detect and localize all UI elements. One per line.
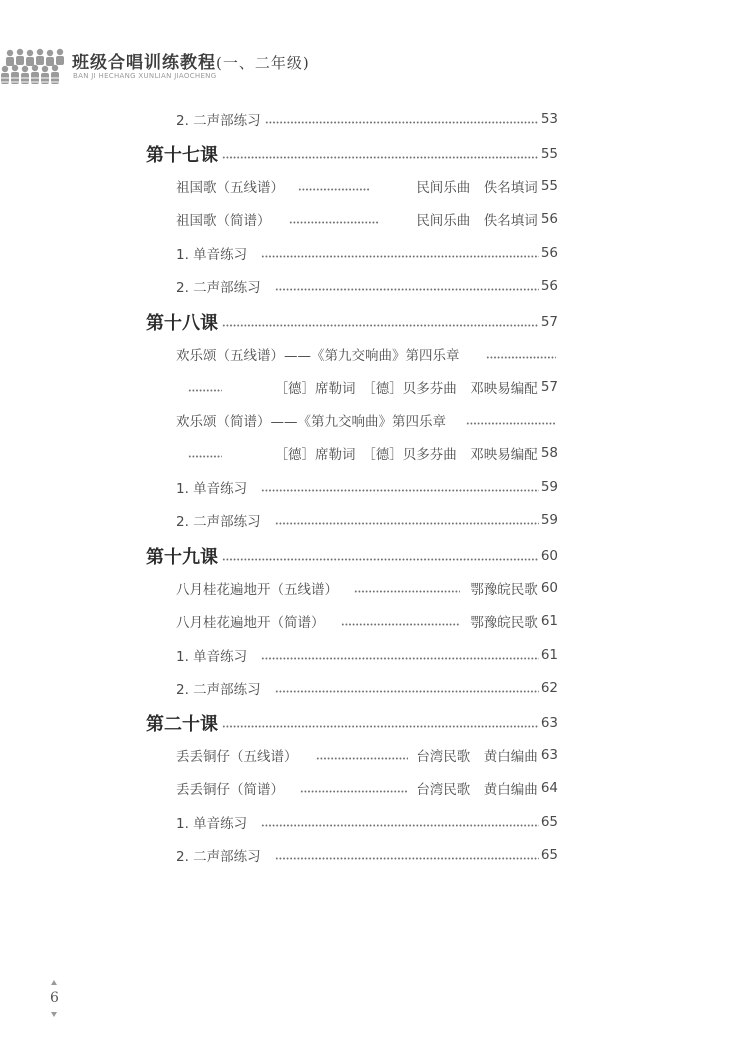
page-ref: 56 <box>540 245 558 261</box>
toc-lesson-heading <box>146 310 558 334</box>
toc-entry <box>176 810 558 834</box>
leader-dots <box>222 324 539 327</box>
leader-dots <box>261 824 539 827</box>
leader-dots <box>289 221 379 224</box>
toc-entry <box>176 475 558 499</box>
page-ref: 59 <box>540 512 558 528</box>
entry-title: 1. 单音练习 <box>176 816 248 832</box>
entry-credit: 台湾民歌 黄白编曲 <box>416 782 538 798</box>
triangle-up-icon <box>51 980 57 985</box>
page-ref: 53 <box>540 111 558 127</box>
entry-title: 2. 二声部练习 <box>176 113 261 129</box>
entry-title: 丢丢铜仔（简谱） <box>176 782 284 798</box>
toc-lesson-heading <box>146 544 558 568</box>
entry-title: 1. 单音练习 <box>176 247 248 263</box>
leader-dots <box>466 422 556 425</box>
page-ref: 63 <box>540 747 558 763</box>
entry-title: 2. 二声部练习 <box>176 280 261 296</box>
book-title: 班级合唱训练教程(一、二年级) <box>72 53 310 73</box>
entry-credit: 台湾民歌 黄白编曲 <box>416 749 538 765</box>
entry-title: 八月桂花遍地开（五线谱） <box>176 582 338 598</box>
page-ref: 59 <box>540 479 558 495</box>
lesson-title: 第十七课 <box>146 145 218 166</box>
book-title-pinyin: BAN JI HECHANG XUNLIAN JIAOCHENG <box>73 72 217 80</box>
leader-dots <box>275 522 539 525</box>
entry-title: 1. 单音练习 <box>176 649 248 665</box>
entry-credit: ［德］席勒词 ［德］贝多芬曲 邓映易编配 <box>274 447 538 463</box>
choir-logo-icon <box>0 46 66 86</box>
leader-dots <box>486 356 557 359</box>
toc-entry-continuation <box>188 375 558 399</box>
entry-credit: 民间乐曲 佚名填词 <box>416 213 538 229</box>
toc-entry <box>176 576 558 600</box>
toc-entry <box>176 643 558 667</box>
leader-dots <box>222 156 539 159</box>
lesson-title: 第二十课 <box>146 714 218 735</box>
page-ref: 55 <box>540 146 558 162</box>
entry-title: 1. 单音练习 <box>176 481 248 497</box>
leader-dots <box>261 657 539 660</box>
toc-entry <box>176 843 558 867</box>
page-ref: 65 <box>540 847 558 863</box>
page-ref: 57 <box>540 314 558 330</box>
entry-credit: ［德］席勒词 ［德］贝多芬曲 邓映易编配 <box>274 381 538 397</box>
toc-entry <box>176 241 558 265</box>
lesson-title: 第十八课 <box>146 313 218 334</box>
page-ref: 56 <box>540 278 558 294</box>
entry-title: 祖国歌（五线谱） <box>176 180 284 196</box>
toc-entry <box>176 508 558 532</box>
entry-credit: 鄂豫皖民歌 <box>470 582 538 598</box>
toc-entry-continuation <box>188 441 558 465</box>
toc-entry <box>176 609 558 633</box>
page-ref: 55 <box>540 178 558 194</box>
entry-title: 2. 二声部练习 <box>176 849 261 865</box>
page-number: 6 <box>50 990 59 1006</box>
entry-title: 丢丢铜仔（五线谱） <box>176 749 298 765</box>
entry-credit: 民间乐曲 佚名填词 <box>416 180 538 196</box>
leader-dots <box>316 757 409 760</box>
lesson-title: 第十九课 <box>146 547 218 568</box>
toc-lesson-heading <box>146 711 558 735</box>
page-header <box>0 40 750 90</box>
toc-entry <box>176 776 558 800</box>
toc-entry <box>176 342 558 366</box>
leader-dots <box>354 590 460 593</box>
page-ref: 62 <box>540 680 558 696</box>
entry-title: 欢乐颂（五线谱）——《第九交响曲》第四乐章 <box>176 348 460 364</box>
leader-dots <box>188 455 222 458</box>
toc-entry <box>176 676 558 700</box>
toc-entry <box>176 274 558 298</box>
page-ref: 64 <box>540 780 558 796</box>
page-ref: 65 <box>540 814 558 830</box>
leader-dots <box>222 725 539 728</box>
leader-dots <box>341 623 461 626</box>
leader-dots <box>261 255 539 258</box>
page-ref: 61 <box>540 613 558 629</box>
leader-dots <box>188 389 222 392</box>
page-ref: 58 <box>540 445 558 461</box>
leader-dots <box>222 558 539 561</box>
toc-entry <box>176 743 558 767</box>
page-ref: 60 <box>540 580 558 596</box>
page-ref: 61 <box>540 647 558 663</box>
entry-credit: 鄂豫皖民歌 <box>470 615 538 631</box>
page-ref: 60 <box>540 548 558 564</box>
toc-entry <box>176 174 558 198</box>
toc-entry <box>176 408 558 432</box>
toc-lesson-heading <box>146 142 558 166</box>
page-ref: 56 <box>540 211 558 227</box>
entry-title: 祖国歌（简谱） <box>176 213 271 229</box>
leader-dots <box>300 790 408 793</box>
toc-entry <box>176 207 558 231</box>
toc-entry <box>176 107 558 131</box>
entry-title: 八月桂花遍地开（简谱） <box>176 615 325 631</box>
entry-title: 2. 二声部练习 <box>176 514 261 530</box>
page-ref: 63 <box>540 715 558 731</box>
leader-dots <box>275 288 539 291</box>
entry-title: 欢乐颂（简谱）——《第九交响曲》第四乐章 <box>176 414 446 430</box>
leader-dots <box>275 690 539 693</box>
triangle-down-icon <box>51 1012 57 1017</box>
page-ref: 57 <box>540 379 558 395</box>
book-subtitle: (一、二年级) <box>216 54 310 72</box>
leader-dots <box>261 489 539 492</box>
entry-title: 2. 二声部练习 <box>176 682 261 698</box>
leader-dots <box>298 188 370 191</box>
leader-dots <box>275 857 539 860</box>
leader-dots <box>265 121 539 124</box>
